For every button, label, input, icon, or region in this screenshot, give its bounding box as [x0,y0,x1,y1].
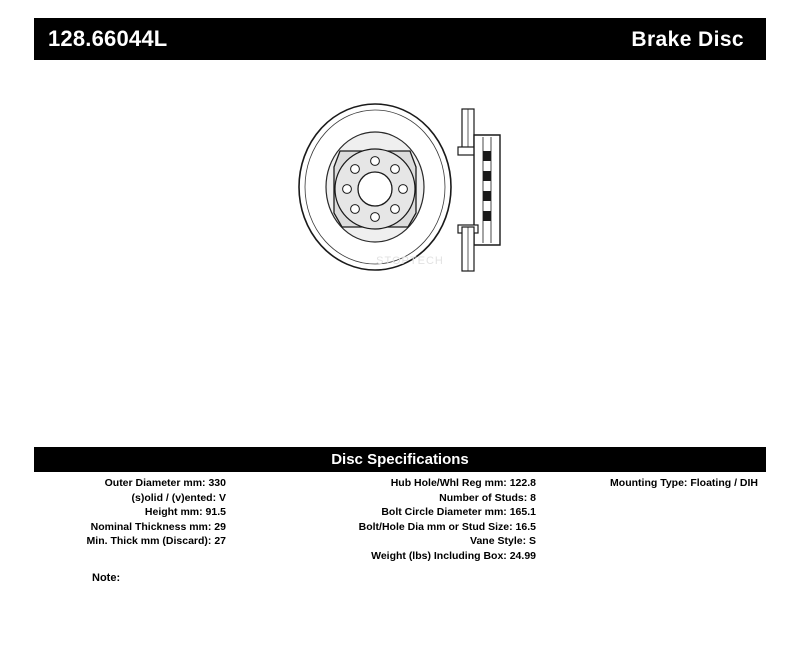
spec-section-header [34,447,766,472]
note-label: Note: [92,572,121,584]
spec-columns [34,476,766,564]
spec-row: Number of Studs: 8 [439,491,536,504]
rotor-front-view [299,104,451,270]
page-title: Brake Disc [631,27,744,51]
spec-row: Hub Hole/Whl Reg mm: 122.8 [390,477,536,489]
rotor-side-view [458,109,500,271]
spec-row: Nominal Thickness mm: 29 [90,520,226,533]
spec-row: Mounting Type: Floating / DIH [610,477,758,489]
header-bar [34,18,766,60]
spec-section-title: Disc Specifications [331,451,469,468]
spec-row: Vane Style: S [470,535,536,548]
spec-row: Weight (lbs) Including Box: 24.99 [371,549,536,562]
note-row [34,572,434,584]
spec-row: Min. Thick mm (Discard): 27 [86,535,226,548]
product-image [280,95,540,280]
spec-column-center [234,476,544,564]
spec-row: Height mm: 91.5 [144,506,226,519]
brake-disc-illustration [280,95,540,280]
spec-row: (s)olid / (v)ented: V [131,491,226,504]
spec-row: Outer Diameter mm: 330 [104,477,226,489]
part-number: 128.66044L [48,26,168,51]
spec-row: Bolt/Hole Dia mm or Stud Size: 16.5 [358,520,536,533]
spec-row: Bolt Circle Diameter mm: 165.1 [381,506,536,519]
spec-column-right [544,476,766,491]
spec-column-left [34,476,234,549]
watermark-text: STOPTECH [376,255,444,267]
